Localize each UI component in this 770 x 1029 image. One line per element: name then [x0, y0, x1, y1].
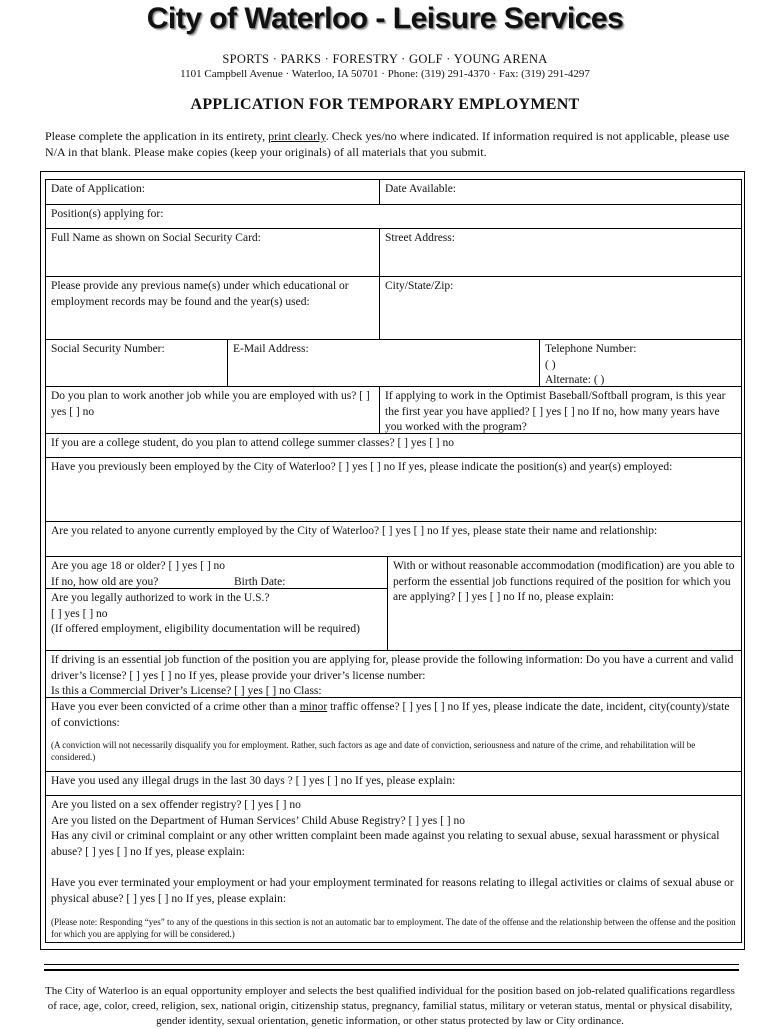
- accommodation-question[interactable]: With or without reasonable accommodation (modification) are you able to perform the essential job functions required of the position for which you are applying? [ ] yes [ ] no If no, please explain:: [387, 556, 741, 650]
- print-clearly-emphasis: print clearly: [268, 129, 326, 143]
- previous-names-field[interactable]: Please provide any previous name(s) under which educational or employment records may be found and the year(s) used:: [46, 276, 379, 339]
- conviction-note: (A conviction will not necessarily disqualify you for employment. Rather, such factors as age and date of conviction, seriousness and nature of the crime, and rehabilitation will be considered.): [51, 740, 696, 762]
- alternate-phone-label: Alternate: ( ): [545, 374, 605, 386]
- full-name-field[interactable]: Full Name as shown on Social Security Card:: [46, 228, 379, 276]
- conviction-question[interactable]: [46, 697, 741, 771]
- page-title: City of Waterloo - Leisure Services: [146, 2, 624, 35]
- abuse-section[interactable]: [46, 795, 741, 944]
- application-form: [45, 179, 742, 943]
- date-of-application-field[interactable]: Date of Application:: [51, 183, 145, 195]
- commercial-license-question: Is this a Commercial Driver’s License? [ ] yes [ ] no Class:: [51, 685, 322, 697]
- street-address-field[interactable]: Street Address:: [379, 228, 741, 276]
- child-abuse-registry-question: Are you listed on the Department of Human Services’ Child Abuse Registry? [ ] yes [ ] no: [51, 814, 466, 827]
- departments-line: SPORTS · PARKS · FORESTRY · GOLF · YOUNG ARENA: [222, 52, 548, 66]
- conviction-text: Have you ever been convicted of a crime other than a minor traffic offense? [ ] yes [ ] no If yes, please indicate the date, incident, city(county)/state of convictions:: [51, 701, 730, 729]
- footer-divider: [44, 964, 739, 971]
- age-18-question: Are you age 18 or older? [ ] yes [ ] no: [51, 560, 226, 572]
- form-title: APPLICATION FOR TEMPORARY EMPLOYMENT: [190, 96, 580, 113]
- age-birthdate-line: [51, 575, 382, 589]
- telephone-field[interactable]: [539, 339, 741, 386]
- other-job-question[interactable]: Do you plan to work another job while you are employed with us? [ ] yes [ ] no: [46, 386, 379, 433]
- work-authorization-question[interactable]: [46, 588, 387, 650]
- previously-employed-question[interactable]: Have you previously been employed by the City of Waterloo? [ ] yes [ ] no If yes, please indicate the position(s) and year(s) employed:: [46, 457, 741, 521]
- college-question[interactable]: If you are a college student, do you plan to attend college summer classes? [ ] yes [ ] no: [46, 433, 741, 457]
- telephone-label: Telephone Number:: [545, 343, 637, 355]
- related-question[interactable]: Are you related to anyone currently employed by the City of Waterloo? [ ] yes [ ] no If yes, please state their name and relationship:: [46, 521, 741, 556]
- positions-field[interactable]: Position(s) applying for:: [46, 204, 741, 228]
- drugs-question[interactable]: Have you used any illegal drugs in the last 30 days ? [ ] yes [ ] no If yes, please explain:: [46, 771, 741, 795]
- birth-date-label: Birth Date:: [234, 575, 286, 588]
- ssn-field[interactable]: Social Security Number:: [46, 339, 227, 386]
- minor-emphasis: minor: [299, 701, 328, 713]
- optimist-program-question[interactable]: If applying to work in the Optimist Baseball/Softball program, is this year the first year you have applied? [ ] yes [ ] no If no, how many years have you worked with the program?: [379, 386, 741, 433]
- telephone-blank: ( ): [545, 358, 556, 371]
- email-field[interactable]: E-Mail Address:: [227, 339, 539, 386]
- termination-question: Have you ever terminated your employment or had your employment terminated for reasons relating to illegal activities or claims of sexual abuse or physical abuse? [ ] yes [ ] no If yes, please explain:: [51, 877, 734, 905]
- drivers-license-question: If driving is an essential job function of the position you are applying for, please provide the following information: Do you have a current and valid driver’s license? [ ] yes [ ] no If yes, please provide your driver’s license number:: [51, 654, 734, 682]
- address-line: 1101 Campbell Avenue · Waterloo, IA 50701 · Phone: (319) 291-4370 · Fax: (319) 291-4297: [180, 68, 590, 80]
- eligibility-note: (If offered employment, eligibility documentation will be required): [51, 623, 360, 635]
- section-note: (Please note: Responding “yes” to any of the questions in this section is not an automatic bar to employment. The date of the offense and the relationship between the offense and the position for which you are applying for will be considered.): [51, 917, 736, 939]
- age-question[interactable]: [46, 556, 387, 588]
- date-available-field[interactable]: Date Available:: [379, 180, 741, 204]
- how-old-label: If no, how old are you?: [51, 575, 159, 588]
- intro-instructions: Please complete the application in its entirety, print clearly. Check yes/no where indicated. If information required is not applicable, please use N/A in that blank. Please make copies (keep your originals) of all materials that you submit.: [45, 129, 730, 159]
- city-state-zip-field[interactable]: City/State/Zip:: [379, 276, 741, 339]
- eeo-statement: The City of Waterloo is an equal opportunity employer and selects the best qualified individual for the position based on job-related qualifications regardless of race, age, color, creed, religion, sex, national origin, citizenship status, pregnancy, familial status, military or veteran status, mental or physical disability, gender identity, sexual orientation, genetic information, or other status protected by law or City ordinance.: [45, 985, 735, 1027]
- complaint-question: Has any civil or criminal complaint or any other written complaint been made against you relating to sexual abuse, sexual harassment or physical abuse? [ ] yes [ ] no If yes, please explain:: [51, 830, 720, 858]
- driving-question[interactable]: [46, 650, 741, 697]
- sex-offender-question: Are you listed on a sex offender registry? [ ] yes [ ] no: [51, 799, 301, 811]
- authorized-checkboxes: [ ] yes [ ] no: [51, 607, 108, 620]
- authorized-label: Are you legally authorized to work in the U.S.?: [51, 592, 270, 604]
